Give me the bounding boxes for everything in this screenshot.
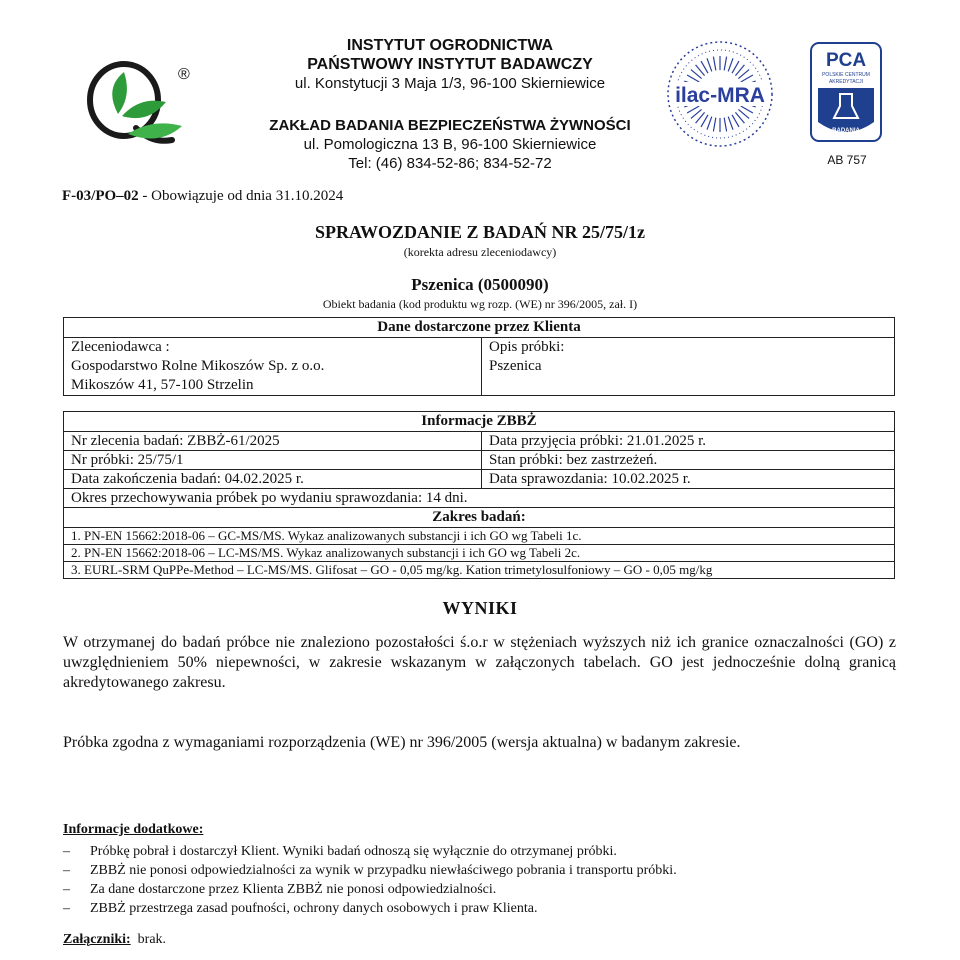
ilac-ray <box>732 61 739 73</box>
additional-info-list <box>63 842 863 918</box>
pca-logo-text: PCA <box>825 50 867 71</box>
sample-number: Nr próbki: 25/75/1 <box>64 451 482 470</box>
ilac-ray <box>687 106 699 113</box>
results-title: WYNIKI <box>442 598 518 618</box>
sample-description-cell <box>482 338 895 396</box>
ilac-ray <box>728 58 733 71</box>
ilac-ray <box>741 106 753 113</box>
client-address: Mikoszów 41, 57-100 Strzelin <box>71 377 254 393</box>
list-item <box>63 899 863 918</box>
scope-item: 3. EURL-SRM QuPPe-Method – LC-MS/MS. Glifosat – GO - 0,05 mg/kg. Kation trimetylosulfoniowy – GO - 0,05 mg/kg <box>64 562 895 579</box>
institute-block <box>240 36 660 93</box>
client-table-header: Dane dostarczone przez Klienta <box>64 318 895 338</box>
client-cell <box>64 338 482 396</box>
list-item <box>63 861 863 880</box>
lab-block <box>240 116 660 173</box>
list-item-text: ZBBŻ przestrzega zasad poufności, ochrony danych osobowych i praw Klienta. <box>90 901 538 916</box>
institute-name-line-2: PAŃSTWOWY INSTYTUT BADAWCZY <box>307 56 593 73</box>
product-note: Obiekt badania (kod produktu wg rozp. (WE) nr 396/2005, zał. I) <box>322 297 638 311</box>
sample-state: Stan próbki: bez zastrzeżeń. <box>482 451 895 470</box>
pca-badge-text: BADANIA <box>832 128 860 134</box>
report-title: SPRAWOZDANIE Z BADAŃ NR 25/75/1z <box>314 222 646 242</box>
completion-date: Data zakończenia badań: 04.02.2025 r. <box>64 470 482 489</box>
attachments-line <box>63 932 166 948</box>
product-title: Pszenica (0500090) <box>411 275 549 294</box>
results-paragraph: W otrzymanej do badań próbce nie znaleziono pozostałości ś.o.r w stężeniach wyższych niż ich granice oznaczalności (GO) z uwzględnieniem 50% niepewności, w zakresie wskazanym w załączonych tabelach. GO jest jednocześnie dolną granicą akredytowanego zakresu. <box>63 634 896 691</box>
list-dash: – <box>63 901 70 916</box>
ilac-ray <box>732 115 739 127</box>
pca-sub-line-2: AKREDYTACJI <box>828 79 864 85</box>
storage-period: Okres przechowywania próbek po wydaniu sprawozdania: 14 dni. <box>64 489 895 508</box>
scope-header: Zakres badań: <box>64 508 895 528</box>
list-dash: – <box>63 844 70 859</box>
conformity-statement: Próbka zgodna z wymaganiami rozporządzenia (WE) nr 396/2005 (wersja aktualna) w badanym zakresie. <box>63 734 741 751</box>
pca-accreditation-code: AB 757 <box>827 153 867 167</box>
client-label: Zleceniodawca : <box>71 339 170 355</box>
ilac-ray <box>713 57 715 71</box>
ilac-ray <box>713 118 715 132</box>
additional-info-heading: Informacje dodatkowe: <box>63 822 204 837</box>
sample-description-value: Pszenica <box>489 358 542 374</box>
lab-address: ul. Pomologiczna 13 B, 96-100 Skierniewice <box>303 136 597 153</box>
institute-name-line-1: INSTYTUT OGRODNICTWA <box>346 37 554 54</box>
form-code: F-03/PO–02 <box>62 188 139 204</box>
ilac-logo-text: ilac-MRA <box>675 84 765 107</box>
client-data-table <box>63 317 895 396</box>
ilac-mra-logo <box>664 38 776 150</box>
ilac-ray <box>707 117 712 130</box>
sample-description-label: Opis próbki: <box>489 339 565 355</box>
list-item-text: Próbkę pobrał i dostarczył Klient. Wyniki badań odnoszą się wyłącznie do otrzymanej próbki. <box>90 844 617 859</box>
report-date: Data sprawozdania: 10.02.2025 r. <box>482 470 895 489</box>
info-table-header: Informacje ZBBŻ <box>64 412 895 432</box>
ilac-ray <box>724 118 726 132</box>
ilac-ray <box>707 58 712 71</box>
form-code-line <box>62 188 343 205</box>
lab-phone: Tel: (46) 834-52-86; 834-52-72 <box>348 155 552 172</box>
list-item <box>63 842 863 861</box>
scope-item: 2. PN-EN 15662:2018-06 – LC-MS/MS. Wykaz analizowanych substancji i ich GO wg Tabeli 2c. <box>64 545 895 562</box>
pca-accreditation-logo <box>810 42 882 152</box>
ilac-ray <box>687 75 699 82</box>
ilac-ray <box>701 61 708 73</box>
scope-item: 1. PN-EN 15662:2018-06 – GC-MS/MS. Wykaz analizowanych substancji i ich GO wg Tabeli 1c. <box>64 528 895 545</box>
zbbz-info-table <box>63 411 895 579</box>
list-dash: – <box>63 882 70 897</box>
ilac-ray <box>701 115 708 127</box>
ilac-ray <box>728 117 733 130</box>
form-valid-from: - Obowiązuje od dnia 31.10.2024 <box>138 188 344 204</box>
client-name: Gospodarstwo Rolne Mikoszów Sp. z o.o. <box>71 358 325 374</box>
institute-logo <box>74 52 204 152</box>
registered-mark: ® <box>178 66 190 83</box>
ilac-ray <box>724 57 726 71</box>
institute-address: ul. Konstytucji 3 Maja 1/3, 96-100 Skierniewice <box>294 75 606 92</box>
list-dash: – <box>63 863 70 878</box>
report-subtitle: (korekta adresu zleceniodawcy) <box>403 245 557 259</box>
lab-name: ZAKŁAD BADANIA BEZPIECZEŃSTWA ŻYWNOŚCI <box>269 117 631 134</box>
attachments-value: brak. <box>137 932 167 947</box>
list-item-text: ZBBŻ nie ponosi odpowiedzialności za wynik w przypadku niewłaściwego pobrania i transportu próbki. <box>90 863 677 878</box>
attachments-label: Załączniki: <box>63 932 131 947</box>
ilac-ray <box>741 75 753 82</box>
received-date: Data przyjęcia próbki: 21.01.2025 r. <box>482 432 895 451</box>
order-number: Nr zlecenia badań: ZBBŻ-61/2025 <box>64 432 482 451</box>
list-item <box>63 880 863 899</box>
list-item-text: Za dane dostarczone przez Klienta ZBBŻ nie ponosi odpowiedzialności. <box>90 882 497 897</box>
pca-sub-line-1: POLSKIE CENTRUM <box>822 72 870 78</box>
